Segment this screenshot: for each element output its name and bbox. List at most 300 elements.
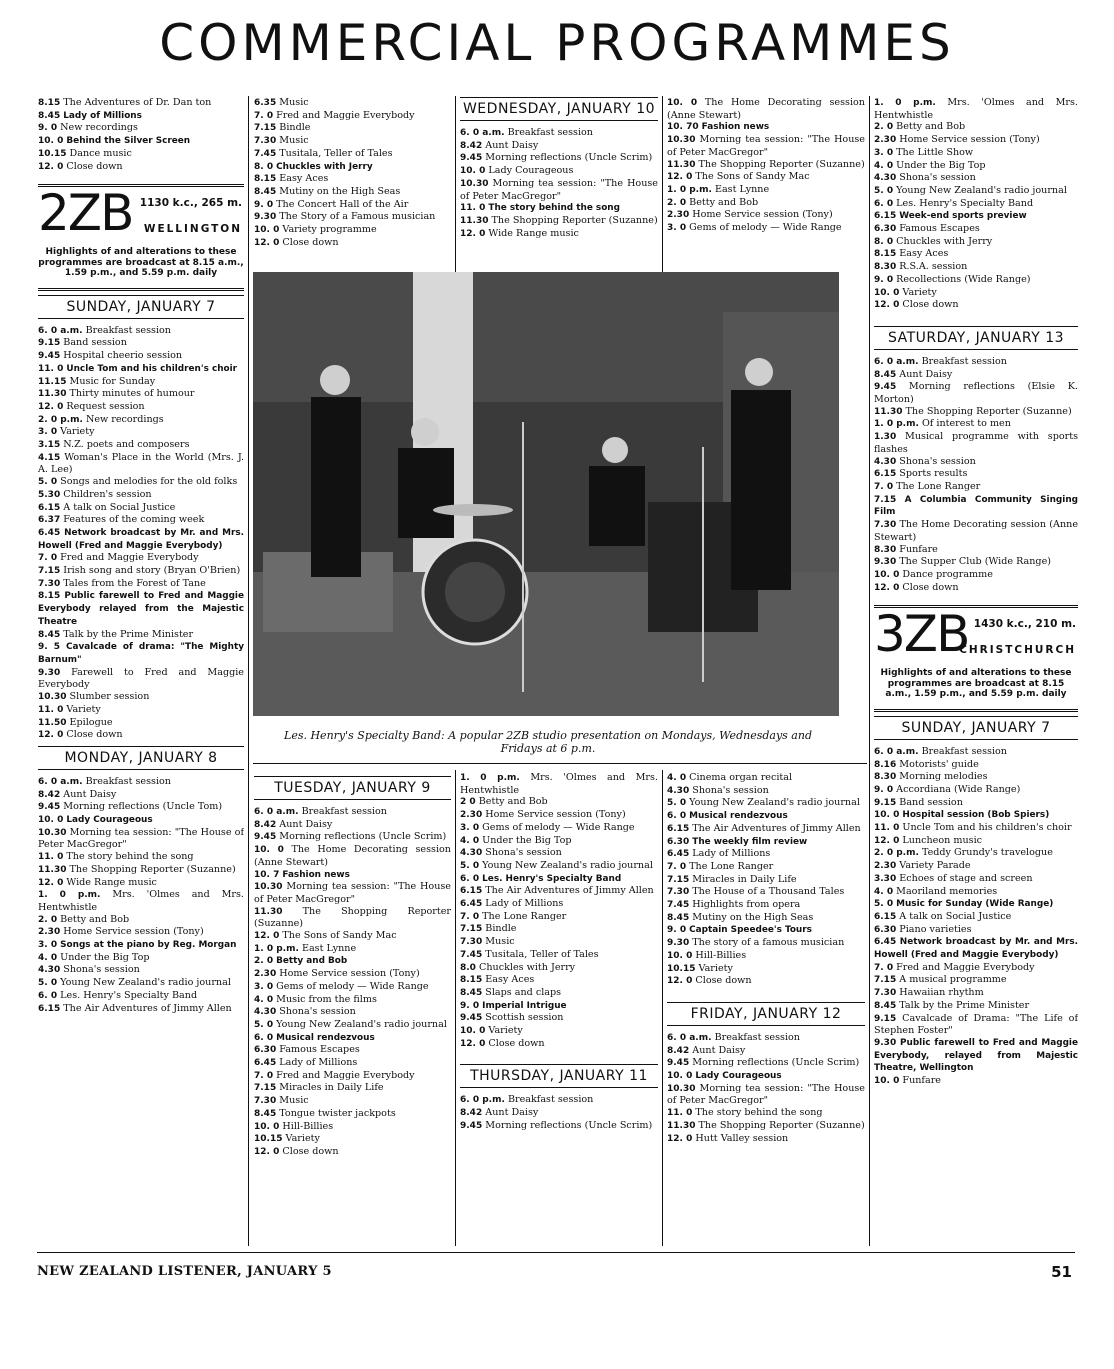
programme-title: Close down — [282, 236, 339, 248]
programme-entry — [667, 797, 865, 810]
programme-title: The Shopping Reporter (Suzanne) — [698, 158, 865, 170]
programme-entry — [254, 1057, 451, 1070]
programme-title: Music — [279, 135, 309, 147]
programme-title: The Sons of Sandy Mac — [695, 171, 810, 183]
programme-time: 2. 0 — [254, 956, 274, 967]
programme-title: Morning tea session: "The House of Peter MacGregor" — [460, 177, 658, 202]
programme-title: Tusitala, Teller of Tales — [279, 147, 393, 159]
programme-time: 6. 0 a.m. — [874, 746, 919, 757]
column-rule — [869, 96, 870, 1246]
programme-time: 4. 0 — [38, 952, 58, 963]
programme-time: 8. 0 — [254, 161, 274, 172]
programme-time: 6.30 — [874, 224, 897, 235]
programme-title: Fred and Maggie Everybody — [276, 109, 415, 121]
programme-title: Mutiny on the High Seas — [279, 185, 401, 197]
programme-time: 9. 0 — [667, 925, 687, 936]
programme-time: 6. 0 a.m. — [460, 128, 505, 138]
programme-title: A Columbia Community Singing Film — [874, 494, 1078, 518]
programme-entry — [254, 1019, 451, 1032]
programme-entry — [38, 1003, 244, 1016]
programme-title: Echoes of stage and screen — [899, 872, 1033, 884]
programme-title: Betty and Bob — [689, 196, 759, 208]
programme-time: 8.42 — [460, 1108, 483, 1119]
programme-time: 4.15 — [38, 452, 61, 463]
programme-title: The Shopping Reporter (Suzanne) — [69, 863, 236, 875]
programme-entry — [460, 949, 658, 962]
programme-entry — [460, 822, 658, 835]
programme-time: 3. 0 — [254, 981, 274, 992]
programme-time: 11.30 — [874, 406, 903, 417]
programme-title: Fashion news — [701, 122, 770, 133]
programme-title: Variety — [902, 286, 937, 298]
day-heading-saturday-13: SATURDAY, JANUARY 13 — [874, 326, 1078, 350]
programme-entry — [874, 544, 1078, 557]
day-heading-thursday-11: THURSDAY, JANUARY 11 — [460, 1064, 658, 1088]
programme-time: 9. 0 — [254, 199, 274, 210]
page-number: 51 — [1051, 1263, 1072, 1281]
column-3-bottom — [460, 772, 658, 1248]
column-5 — [874, 97, 1078, 1247]
programme-title: Talk by the Prime Minister — [899, 999, 1030, 1011]
programme-entry — [460, 809, 658, 822]
programme-entry — [667, 134, 865, 158]
programme-entry — [874, 519, 1078, 543]
programme-title: Highlights from opera — [692, 899, 801, 911]
programme-title: The Home Decorating session (Anne Stewart) — [874, 519, 1078, 543]
programme-time: 10.15 — [38, 148, 67, 159]
programme-entry — [874, 847, 1078, 860]
programme-title: The Adventures of Dr. Dan ton — [63, 97, 212, 108]
programme-entry — [254, 968, 451, 981]
programme-entry — [667, 171, 865, 184]
programme-time: 9.45 — [460, 153, 483, 164]
programme-title: Close down — [66, 160, 123, 172]
day-heading-monday-8: MONDAY, JANUARY 8 — [38, 746, 244, 770]
programme-entry — [460, 847, 658, 860]
programme-title: Morning reflections (Elsie K. Morton) — [874, 381, 1078, 406]
programme-time: 4.30 — [460, 848, 483, 859]
programme-entry — [254, 1006, 451, 1019]
programme-time: 10. 0 — [667, 1071, 693, 1082]
programme-entry — [460, 835, 658, 848]
programme-title: The Supper Club (Wide Range) — [899, 556, 1051, 568]
programme-title: Musical rendezvous — [689, 811, 788, 822]
programme-entry — [38, 827, 244, 851]
programme-entry — [254, 981, 451, 994]
programme-entry — [38, 814, 244, 827]
programme-entry — [460, 974, 658, 987]
programme-time: 2.30 — [254, 969, 277, 980]
programme-time: 11.30 — [667, 1120, 696, 1131]
programme-title: The Lone Ranger — [482, 910, 567, 922]
column-3-top — [460, 97, 658, 269]
programme-title: Music — [279, 97, 309, 108]
wednesday-10-list — [460, 127, 658, 240]
programme-time: 4. 0 — [254, 994, 274, 1005]
programme-entry — [254, 869, 451, 882]
programme-entry — [254, 161, 451, 174]
programme-time: 12. 0 — [667, 1133, 693, 1144]
programme-title: Betty and Bob — [60, 913, 130, 925]
programme-title: Miracles in Daily Life — [692, 873, 797, 885]
programme-title: Aunt Daisy — [899, 368, 953, 380]
programme-title: Variety — [285, 1133, 320, 1145]
programme-time: 7. 0 — [38, 553, 58, 564]
programme-time: 12. 0 — [460, 228, 486, 239]
programme-title: Morning tea session: "The House of Peter MacGregor" — [254, 881, 451, 905]
programme-entry — [874, 456, 1078, 469]
programme-entry — [38, 401, 244, 414]
programme-time: 7.30 — [874, 988, 897, 999]
programme-time: 2 0 — [460, 797, 476, 808]
programme-title: The Shopping Reporter (Suzanne) — [254, 905, 451, 930]
programme-title: Morning reflections (Uncle Scrim) — [279, 831, 447, 843]
programme-time: 10. 70 — [667, 122, 699, 133]
programme-title: Home Service session (Tony) — [899, 134, 1040, 146]
programme-time: 12. 0 — [874, 300, 900, 311]
programme-title: Aunt Daisy — [485, 139, 539, 151]
programme-entry — [667, 785, 865, 798]
programme-time: 7. 0 — [667, 861, 687, 872]
programme-title: Breakfast session — [921, 355, 1007, 367]
programme-title: Aunt Daisy — [485, 1107, 539, 1119]
programme-time: 7. 0 — [874, 481, 894, 492]
programme-entry — [38, 350, 244, 363]
programme-title: Shona's session — [63, 964, 140, 976]
programme-time: 5. 0 — [460, 860, 480, 871]
programme-time: 7.15 — [254, 123, 277, 134]
programme-time: 6.15 — [667, 823, 690, 834]
programme-time: 9.30 — [38, 667, 61, 678]
col1-top-list — [38, 97, 244, 173]
programme-entry — [874, 1013, 1078, 1037]
highlights-2zb: Highlights of and alterations to these programmes are broadcast at 8.15 a.m., 1.59 p.m., and 5.59 p.m. daily — [38, 247, 244, 279]
programme-title: Close down — [695, 975, 752, 987]
programme-title: The Air Adventures of Jimmy Allen — [63, 1002, 232, 1014]
programme-title: The Sons of Sandy Mac — [282, 930, 397, 942]
programme-time: 6.15 — [874, 211, 897, 222]
day-heading-friday-12: FRIDAY, JANUARY 12 — [667, 1002, 865, 1026]
programme-entry — [874, 299, 1078, 312]
programme-time: 10.30 — [667, 1083, 696, 1094]
programme-time: 1. 0 p.m. — [874, 419, 919, 430]
programme-time: 9.45 — [38, 802, 61, 813]
programme-entry — [667, 197, 865, 210]
programme-title: Request session — [66, 400, 145, 412]
programme-entry — [667, 975, 865, 988]
programme-time: 8.45 — [38, 110, 61, 121]
programme-time: 10. 0 — [874, 569, 900, 580]
programme-time: 12. 0 — [38, 730, 64, 741]
programme-time: 5.30 — [38, 489, 61, 500]
programme-entry — [254, 1095, 451, 1108]
programme-time: 9.45 — [254, 832, 277, 843]
programme-title: Imperial Intrigue — [482, 1000, 567, 1011]
programme-entry — [254, 1146, 451, 1159]
programme-time: 2. 0 p.m. — [38, 414, 83, 425]
programme-entry — [667, 924, 865, 937]
programme-title: Home Service session (Tony) — [692, 209, 833, 221]
programme-entry — [874, 987, 1078, 1000]
programme-time: 6.45 — [254, 1058, 277, 1069]
programme-time: 2.30 — [38, 927, 61, 938]
programme-time: 8.45 — [460, 987, 483, 998]
programme-time: 9.30 — [874, 1037, 897, 1048]
programme-title: Lady of Millions — [279, 1057, 358, 1069]
programme-title: Network broadcast by Mr. and Mrs. Howell (Fred and Maggie Everybody) — [38, 527, 244, 551]
programme-entry — [38, 691, 244, 704]
programme-entry — [874, 860, 1078, 873]
programme-entry — [38, 877, 244, 890]
programme-entry — [460, 152, 658, 165]
programme-time: 9.30 — [667, 938, 690, 949]
programme-time: 2.30 — [460, 810, 483, 821]
callsign-3zb: 3ZB — [874, 605, 969, 664]
programme-title: Shona's session — [899, 172, 976, 184]
programme-time: 1. 0 p.m. — [667, 184, 712, 195]
programme-time: 9.15 — [38, 338, 61, 349]
programme-time: 1. 0 p.m. — [874, 98, 936, 108]
programme-time: 8.15 — [460, 975, 483, 986]
programme-time: 7.15 — [667, 874, 690, 885]
sunday-7-3zb-list — [874, 746, 1078, 1088]
programme-time: 3.30 — [874, 873, 897, 884]
programme-entry — [254, 97, 451, 110]
programme-title: Breakfast session — [921, 745, 1007, 757]
programme-time: 10. 0 — [38, 136, 64, 147]
programme-time: 12. 0 — [254, 237, 280, 248]
programme-time: 6.15 — [874, 469, 897, 480]
programme-time: 6.30 — [874, 924, 897, 935]
programme-title: Les. Henry's Specialty Band — [482, 873, 622, 884]
programme-time: 7.15 — [254, 1083, 277, 1094]
city-2zb: WELLINGTON — [143, 223, 242, 236]
programme-entry — [667, 159, 865, 172]
programme-time: 8.0 — [460, 962, 476, 973]
col2-top-list — [254, 97, 451, 249]
photo-caption: Les. Henry's Specialty Band: A popular 2ZB studio presentation on Mondays, Wednesdays and Fridays at 6 p.m. — [284, 729, 812, 755]
programme-entry — [254, 186, 451, 199]
programme-entry — [667, 1045, 865, 1058]
programme-entry — [254, 930, 451, 943]
programme-entry — [38, 776, 244, 789]
programme-entry — [38, 514, 244, 527]
programme-title: The story of a famous musician — [692, 937, 845, 949]
programme-time: 3.15 — [38, 440, 61, 451]
programme-time: 6.35 — [254, 98, 277, 108]
programme-time: 10. 0 — [667, 950, 693, 961]
col3-bottom-list — [460, 772, 658, 1050]
day-heading-wednesday-10: WEDNESDAY, JANUARY 10 — [460, 97, 658, 121]
programme-time: 8.45 — [254, 186, 277, 197]
programme-entry — [667, 222, 865, 235]
programme-title: Variety — [698, 962, 733, 974]
programme-title: Hill-Billies — [282, 1120, 334, 1132]
programme-entry — [667, 209, 865, 222]
programme-title: Miracles in Daily Life — [279, 1082, 384, 1094]
programme-time: 8.15 — [38, 98, 61, 108]
programme-time: 12. 0 — [38, 401, 64, 412]
programme-time: 9. 0 — [38, 123, 58, 134]
programme-title: Mrs. 'Olmes and Mrs. Hentwhistle — [874, 97, 1078, 121]
programme-title: Close down — [66, 729, 123, 741]
programme-time: 4. 0 — [874, 160, 894, 171]
programme-entry — [667, 1120, 865, 1133]
programme-entry — [38, 325, 244, 338]
programme-entry — [874, 160, 1078, 173]
programme-title: Hospital session (Bob Spiers) — [902, 810, 1050, 821]
programme-time: 7.30 — [254, 136, 277, 147]
programme-title: Fred and Maggie Everybody — [896, 961, 1035, 973]
programme-entry — [254, 237, 451, 250]
programme-title: East Lynne — [301, 942, 357, 954]
programme-time: 5. 0 — [874, 185, 894, 196]
programme-time: 7.15 — [874, 975, 897, 986]
programme-entry — [38, 801, 244, 814]
programme-time: 6. 0 a.m. — [667, 1032, 712, 1043]
column-rule — [248, 272, 249, 1246]
programme-entry — [460, 1038, 658, 1051]
programme-entry — [460, 911, 658, 924]
programme-entry — [874, 210, 1078, 223]
programme-time: 5. 0 — [254, 1019, 274, 1030]
programme-entry — [667, 1032, 865, 1045]
programme-title: Morning reflections (Uncle Scrim) — [485, 152, 653, 164]
programme-entry — [38, 552, 244, 565]
monday-8-list — [38, 776, 244, 1015]
programme-title: Home Service session (Tony) — [279, 968, 420, 980]
programme-title: N.Z. poets and composers — [63, 439, 190, 451]
programme-time: 10. 0 — [874, 810, 900, 821]
programme-entry — [667, 874, 865, 887]
programme-title: Betty and Bob — [896, 121, 966, 133]
programme-time: 8.45 — [667, 912, 690, 923]
programme-title: Behind the Silver Screen — [66, 136, 191, 147]
programme-time: 9.30 — [874, 557, 897, 568]
programme-entry — [38, 148, 244, 161]
programme-entry — [667, 121, 865, 134]
programme-entry — [254, 135, 451, 148]
programme-title: The weekly film review — [692, 836, 808, 847]
programme-title: Chuckles with Jerry — [276, 161, 373, 172]
programme-title: Morning reflections (Uncle Tom) — [63, 801, 223, 813]
programme-entry — [667, 848, 865, 861]
programme-entry — [38, 489, 244, 502]
programme-entry — [38, 729, 244, 742]
programme-time: 6.37 — [38, 515, 61, 526]
programme-time: 4.30 — [874, 173, 897, 184]
programme-entry — [874, 134, 1078, 147]
programme-time: 11.30 — [667, 159, 696, 170]
programme-entry — [38, 337, 244, 350]
programme-entry — [874, 406, 1078, 419]
programme-title: The Shopping Reporter (Suzanne) — [905, 405, 1072, 417]
programme-entry — [667, 937, 865, 950]
programme-entry — [38, 889, 244, 913]
programme-entry — [667, 184, 865, 197]
programme-title: The story behind the song — [66, 851, 194, 863]
programme-title: The Little Show — [896, 146, 974, 158]
programme-title: Epilogue — [69, 716, 113, 728]
programme-title: Uncle Tom and his children's choir — [66, 363, 238, 374]
programme-title: Songs at the piano by Reg. Morgan — [60, 940, 237, 951]
programme-entry — [667, 810, 865, 823]
programme-title: Music — [279, 1095, 309, 1107]
programme-entry — [460, 1012, 658, 1025]
programme-time: 2. 0 — [667, 197, 687, 208]
programme-title: Home Service session (Tony) — [485, 809, 626, 821]
programme-time: 8.16 — [874, 759, 897, 770]
programme-title: Funfare — [899, 543, 938, 555]
programme-entry — [460, 898, 658, 911]
programme-time: 7.45 — [254, 148, 277, 159]
programme-title: Gems of melody — Wide Range — [689, 222, 842, 234]
programme-time: 7.30 — [874, 520, 897, 531]
programme-entry — [874, 556, 1078, 569]
programme-entry — [38, 502, 244, 515]
programme-entry — [38, 977, 244, 990]
programme-time: 6. 0 — [38, 990, 58, 1001]
programme-entry — [38, 926, 244, 939]
programme-title: Young New Zealand's radio journal — [60, 977, 231, 989]
programme-time: 11.30 — [38, 864, 67, 875]
programme-entry — [874, 835, 1078, 848]
programme-entry — [460, 228, 658, 241]
programme-time: 3. 0 — [667, 223, 687, 234]
programme-time: 8.45 — [254, 1108, 277, 1119]
programme-entry — [667, 1083, 865, 1107]
programme-title: Young New Zealand's radio journal — [482, 859, 653, 871]
programme-title: The Air Adventures of Jimmy Allen — [485, 885, 654, 897]
programme-entry — [460, 1000, 658, 1013]
column-rule — [662, 96, 663, 272]
programme-entry — [667, 823, 865, 836]
programme-time: 8.30 — [874, 772, 897, 783]
programme-title: Young New Zealand's radio journal — [276, 1018, 447, 1030]
programme-entry — [874, 223, 1078, 236]
programme-entry — [254, 211, 451, 224]
programme-entry — [874, 431, 1078, 455]
programme-time: 6.45 — [38, 527, 61, 538]
programme-title: The Story of a Famous musician — [279, 211, 436, 223]
programme-time: 7.15 — [460, 924, 483, 935]
programme-time: 9.45 — [460, 1013, 483, 1024]
programme-title: Close down — [488, 1037, 545, 1049]
programme-title: Wide Range music — [488, 227, 579, 239]
programme-entry — [38, 578, 244, 591]
programme-entry — [460, 885, 658, 898]
programme-time: 9. 0 — [460, 1000, 480, 1011]
programme-title: Cavalcade of drama: "The Mighty Barnum" — [38, 642, 244, 665]
programme-time: 11. 0 — [38, 852, 64, 863]
column-rule — [455, 96, 456, 272]
programme-time: 5. 0 — [874, 899, 894, 910]
programme-title: Teddy Grundy's travelogue — [921, 847, 1053, 859]
programme-time: 6. 0 a.m. — [254, 807, 299, 817]
column-2-top — [254, 97, 451, 269]
programme-time: 8.42 — [667, 1045, 690, 1056]
programme-time: 10.15 — [667, 963, 696, 974]
band-photo — [253, 272, 839, 716]
programme-title: Slumber session — [69, 691, 150, 703]
programme-title: Musical programme with sports flashes — [874, 431, 1078, 455]
programme-entry — [38, 964, 244, 977]
programme-title: Aunt Daisy — [279, 818, 333, 830]
programme-title: Tales from the Forest of Tane — [63, 577, 206, 589]
programme-title: Shona's session — [899, 455, 976, 467]
programme-time: 4.30 — [254, 1007, 277, 1018]
frequency-2zb: 1130 k.c., 265 m. — [139, 197, 242, 210]
